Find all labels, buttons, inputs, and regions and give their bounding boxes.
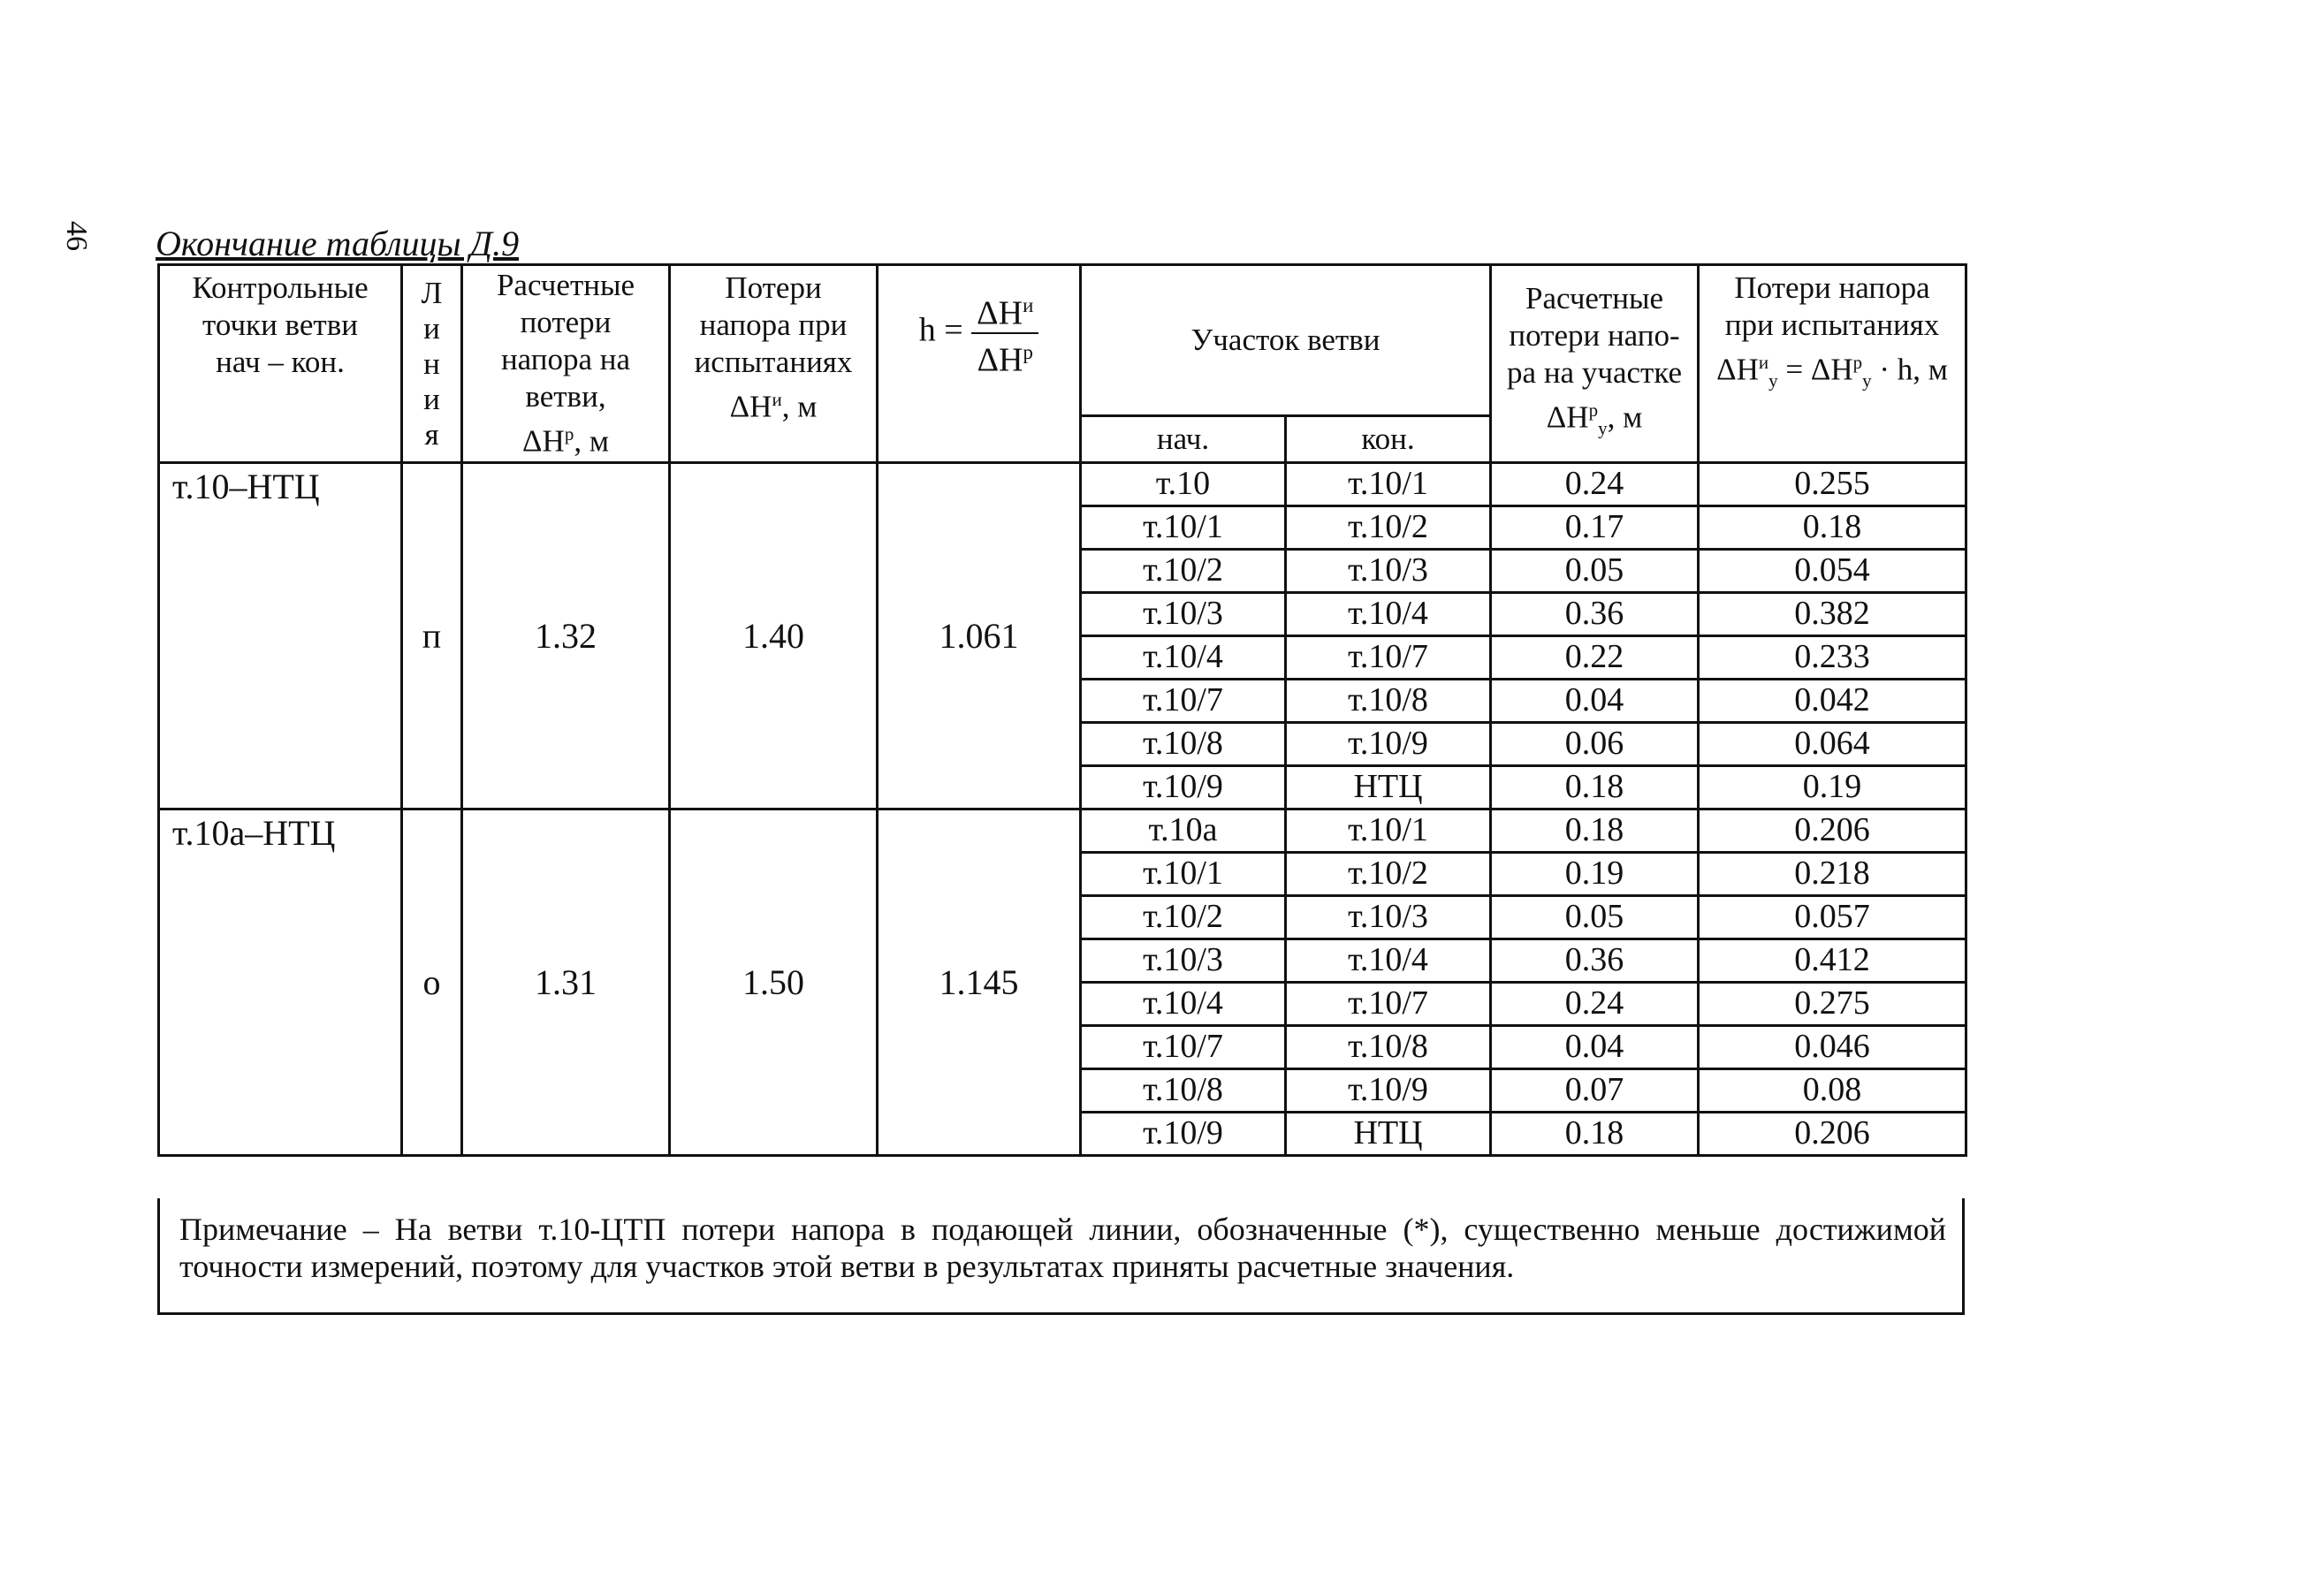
section-calc-loss-cell: 0.18 (1491, 809, 1699, 853)
header-text: Расчетные (1525, 281, 1664, 316)
section-end-cell: т.10/3 (1286, 896, 1491, 939)
section-calc-loss-cell: 0.36 (1491, 939, 1699, 983)
section-end-cell: т.10/1 (1286, 463, 1491, 506)
section-end-cell: т.10/3 (1286, 550, 1491, 593)
header-text: испытаниях (694, 345, 853, 379)
header-text: Л (421, 275, 443, 310)
section-calc-loss-cell: 0.06 (1491, 723, 1699, 766)
section-start-cell: т.10/7 (1081, 1026, 1286, 1069)
header-text: Потери (725, 270, 822, 305)
section-calc-loss-cell: 0.05 (1491, 896, 1699, 939)
section-calc-loss-cell: 0.24 (1491, 983, 1699, 1026)
header-text: потери напо- (1509, 318, 1680, 353)
header-text: Контрольные (192, 270, 369, 305)
header-text: и (1758, 352, 1769, 373)
header-text: н (423, 346, 440, 381)
header-text: нач – кон. (216, 345, 345, 379)
header-text: р (1852, 352, 1863, 373)
section-end-cell: т.10/2 (1286, 506, 1491, 550)
section-test-loss-cell: 0.057 (1699, 896, 1966, 939)
header-text: и (772, 389, 782, 410)
header-text: Расчетные (496, 268, 635, 303)
section-start-cell: т.10/8 (1081, 723, 1286, 766)
table-row (159, 463, 1966, 506)
header-text: Потери напора (1734, 270, 1930, 305)
branch-test-loss-cell: 1.40 (670, 463, 878, 809)
branch-calc-loss-cell: 1.32 (462, 463, 670, 809)
header-control-points (159, 265, 402, 463)
header-text: ра на участке (1507, 355, 1682, 391)
header-text: у (1862, 369, 1872, 391)
section-start-cell: т.10/9 (1081, 1113, 1286, 1156)
header-text: потери (520, 305, 612, 340)
section-test-loss-cell: 0.255 (1699, 463, 1966, 506)
line-cell: о (402, 809, 462, 1156)
header-text: р (1588, 399, 1599, 422)
section-test-loss-cell: 0.218 (1699, 853, 1966, 896)
section-start-cell: т.10/8 (1081, 1069, 1286, 1113)
section-start-cell: т.10/9 (1081, 766, 1286, 809)
section-test-loss-cell: 0.412 (1699, 939, 1966, 983)
section-calc-loss-cell: 0.05 (1491, 550, 1699, 593)
header-text: точки ветви (202, 308, 358, 342)
section-calc-loss-cell: 0.36 (1491, 593, 1699, 636)
table-note: Примечание – На ветви т.10-ЦТП потери напора в подающей линии, обозначенные (*), существенно меньше достижимой точности измерений, поэтому для участков этой ветви в результатах приняты расчетные значения. (157, 1198, 1965, 1315)
header-test-loss (670, 265, 878, 463)
header-text: h = (918, 311, 963, 349)
header-text: · h, м (1871, 352, 1948, 387)
section-calc-loss-cell: 0.18 (1491, 1113, 1699, 1156)
section-end-cell: т.10/7 (1286, 983, 1491, 1026)
header-text: напора на (500, 342, 631, 377)
section-start-cell: т.10а (1081, 809, 1286, 853)
section-test-loss-cell: 0.08 (1699, 1069, 1966, 1113)
section-calc-loss-cell: 0.24 (1491, 463, 1699, 506)
section-test-loss-cell: 0.18 (1699, 506, 1966, 550)
section-calc-loss-cell: 0.22 (1491, 636, 1699, 680)
section-start-cell: т.10/3 (1081, 593, 1286, 636)
section-end-cell: т.10/9 (1286, 723, 1491, 766)
section-test-loss-cell: 0.042 (1699, 680, 1966, 723)
header-text: при испытаниях (1724, 308, 1940, 342)
header-text: , м (574, 423, 609, 459)
section-end-cell: НТЦ (1286, 1113, 1491, 1156)
section-calc-loss-cell: 0.17 (1491, 506, 1699, 550)
section-start-cell: т.10/3 (1081, 939, 1286, 983)
section-start-cell: т.10/1 (1081, 853, 1286, 896)
header-section: Участок ветви (1081, 265, 1491, 416)
section-test-loss-cell: 0.206 (1699, 809, 1966, 853)
header-text: р (564, 423, 574, 445)
section-test-loss-cell: 0.064 (1699, 723, 1966, 766)
header-text: и (423, 310, 440, 346)
header-text: и (423, 381, 440, 416)
header-text: = ΔH (1777, 352, 1853, 387)
header-text: ΔH (522, 423, 565, 459)
section-calc-loss-cell: 0.19 (1491, 853, 1699, 896)
section-start-cell: т.10/4 (1081, 983, 1286, 1026)
section-test-loss-cell: 0.275 (1699, 983, 1966, 1026)
h-coefficient-cell: 1.145 (878, 809, 1081, 1156)
header-text: , м (1607, 399, 1643, 435)
data-table (157, 263, 1967, 1157)
section-end-cell: НТЦ (1286, 766, 1491, 809)
header-section-calc (1491, 265, 1699, 463)
section-end-cell: т.10/7 (1286, 636, 1491, 680)
branch-test-loss-cell: 1.50 (670, 809, 878, 1156)
section-end-cell: т.10/9 (1286, 1069, 1491, 1113)
section-start-cell: т.10/2 (1081, 550, 1286, 593)
section-calc-loss-cell: 0.18 (1491, 766, 1699, 809)
header-text: ΔH (1546, 399, 1589, 435)
header-text: я (424, 416, 439, 452)
section-test-loss-cell: 0.19 (1699, 766, 1966, 809)
header-text: ΔH (729, 389, 772, 424)
branch-name-cell: т.10а–НТЦ (159, 809, 402, 1156)
header-calc-loss (462, 265, 670, 463)
section-end-cell: т.10/2 (1286, 853, 1491, 896)
header-text: и (1023, 294, 1034, 316)
section-end-cell: т.10/4 (1286, 939, 1491, 983)
header-text: у (1768, 369, 1778, 391)
section-start-cell: т.10 (1081, 463, 1286, 506)
section-test-loss-cell: 0.206 (1699, 1113, 1966, 1156)
table-caption: Окончание таблицы Д.9 (156, 224, 520, 263)
table-row (159, 809, 1966, 853)
section-calc-loss-cell: 0.04 (1491, 1026, 1699, 1069)
section-end-cell: т.10/4 (1286, 593, 1491, 636)
section-test-loss-cell: 0.054 (1699, 550, 1966, 593)
section-test-loss-cell: 0.382 (1699, 593, 1966, 636)
header-text: ΔH (977, 294, 1023, 332)
header-text: ветви, (525, 379, 606, 414)
section-start-cell: т.10/2 (1081, 896, 1286, 939)
branch-name-cell: т.10–НТЦ (159, 463, 402, 809)
section-start-cell: т.10/7 (1081, 680, 1286, 723)
section-test-loss-cell: 0.046 (1699, 1026, 1966, 1069)
section-test-loss-cell: 0.233 (1699, 636, 1966, 680)
header-section-end: кон. (1286, 416, 1491, 463)
h-coefficient-cell: 1.061 (878, 463, 1081, 809)
section-end-cell: т.10/1 (1286, 809, 1491, 853)
branch-calc-loss-cell: 1.31 (462, 809, 670, 1156)
header-section-test (1699, 265, 1966, 463)
header-text: у (1598, 417, 1608, 439)
section-start-cell: т.10/1 (1081, 506, 1286, 550)
line-cell: п (402, 463, 462, 809)
header-h-formula (878, 265, 1081, 463)
header-text: ΔH (977, 341, 1023, 379)
section-start-cell: т.10/4 (1081, 636, 1286, 680)
section-calc-loss-cell: 0.04 (1491, 680, 1699, 723)
header-text: р (1023, 340, 1033, 363)
section-calc-loss-cell: 0.07 (1491, 1069, 1699, 1113)
section-end-cell: т.10/8 (1286, 680, 1491, 723)
section-end-cell: т.10/8 (1286, 1026, 1491, 1069)
header-text: , м (781, 389, 818, 424)
header-text: напора при (699, 308, 848, 342)
header-section-start: нач. (1081, 416, 1286, 463)
header-text: ΔH (1716, 352, 1759, 387)
page-number: 46 (60, 221, 93, 251)
header-line (402, 265, 462, 463)
